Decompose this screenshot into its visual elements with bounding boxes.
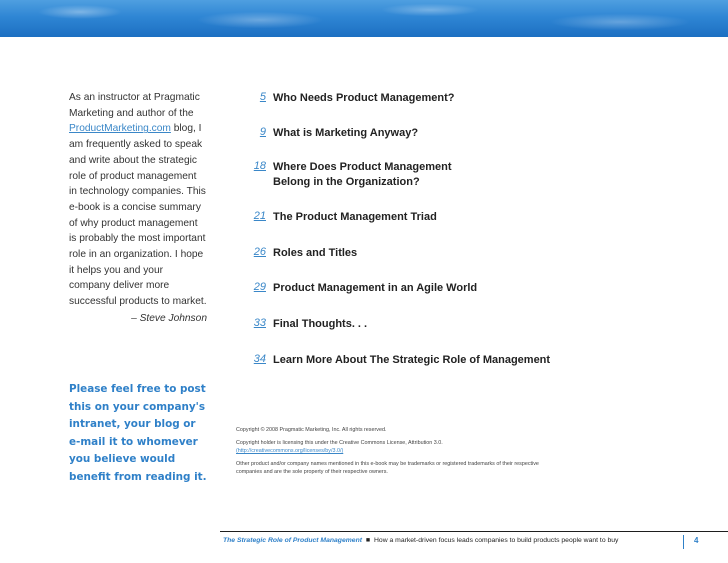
toc-item[interactable] xyxy=(236,281,676,296)
toc-title: What is Marketing Anyway? xyxy=(273,127,419,139)
blog-link[interactable]: ProductMarketing.com xyxy=(69,123,171,135)
intro-text-start: As an instructor at Pragmatic Marketing and author of the xyxy=(69,92,200,119)
toc-title: Product Management in an Agile World xyxy=(273,282,478,294)
toc-title: Where Does Product Management Belong in the Organization? xyxy=(273,161,452,188)
toc-item[interactable] xyxy=(236,317,676,332)
toc-item[interactable] xyxy=(236,160,676,190)
toc-page-number[interactable]: 5 xyxy=(259,91,266,103)
toc-title: Roles and Titles xyxy=(273,247,358,259)
toc-page-number[interactable]: 33 xyxy=(253,317,266,329)
intro-text-rest: blog, I am frequently asked to speak and write about the strategic role of product management in technology companies. This e-book is a concise summary of why product management is probably the most important role in an organization. I hope it helps you and your company deliver more successful products to market. xyxy=(69,123,207,308)
toc-title: Learn More About The Strategic Role of Management xyxy=(273,354,551,366)
license-line: Copyright holder is licensing this under the Creative Commons License, Attribution 3.0. xyxy=(236,440,443,446)
footer-tagline: How a market-driven focus leads companies to build products people want to buy xyxy=(374,537,619,544)
page-number: 4 xyxy=(694,536,699,545)
toc-page-number[interactable]: 9 xyxy=(259,126,266,138)
footer-separator: ■ xyxy=(365,537,371,544)
toc-title: Final Thoughts. . . xyxy=(273,318,368,330)
toc-title: The Product Management Triad xyxy=(273,211,437,223)
toc-item[interactable] xyxy=(236,246,676,261)
footer-text xyxy=(223,537,618,544)
toc-page-number[interactable]: 29 xyxy=(253,281,266,293)
toc-page-number[interactable]: 21 xyxy=(253,210,266,222)
author-signature: – Steve Johnson xyxy=(131,312,207,324)
toc-page-number[interactable]: 34 xyxy=(253,353,266,365)
toc-page-number[interactable]: 26 xyxy=(253,246,266,258)
toc-item[interactable] xyxy=(236,353,676,368)
toc-title: Who Needs Product Management? xyxy=(273,92,455,104)
page-footer xyxy=(220,531,728,551)
share-note: Please feel free to post this on your company's intranet, your blog or e-mail it to whomever you believe would benefit from reading it. xyxy=(69,383,207,483)
water-header-banner xyxy=(0,0,728,37)
toc-page-number[interactable]: 18 xyxy=(253,160,266,172)
footer-divider xyxy=(683,535,684,549)
intro-paragraph xyxy=(69,90,207,327)
footer-title: The Strategic Role of Product Management xyxy=(223,537,362,544)
toc-item[interactable] xyxy=(236,126,676,141)
copyright-notice xyxy=(236,426,556,481)
copyright-line: Copyright © 2008 Pragmatic Marketing, Inc. All rights reserved. xyxy=(236,427,387,433)
toc-item[interactable] xyxy=(236,91,676,106)
license-link[interactable]: (http://creativecommons.org/licenses/by/3.0/) xyxy=(236,448,344,454)
trademark-line: Other product and/or company names mentioned in this e-book may be trademarks or registered trademarks of their respective companies and are the sole property of their respective owners. xyxy=(236,461,539,475)
toc-item[interactable] xyxy=(236,210,676,225)
license-statement xyxy=(236,439,556,455)
